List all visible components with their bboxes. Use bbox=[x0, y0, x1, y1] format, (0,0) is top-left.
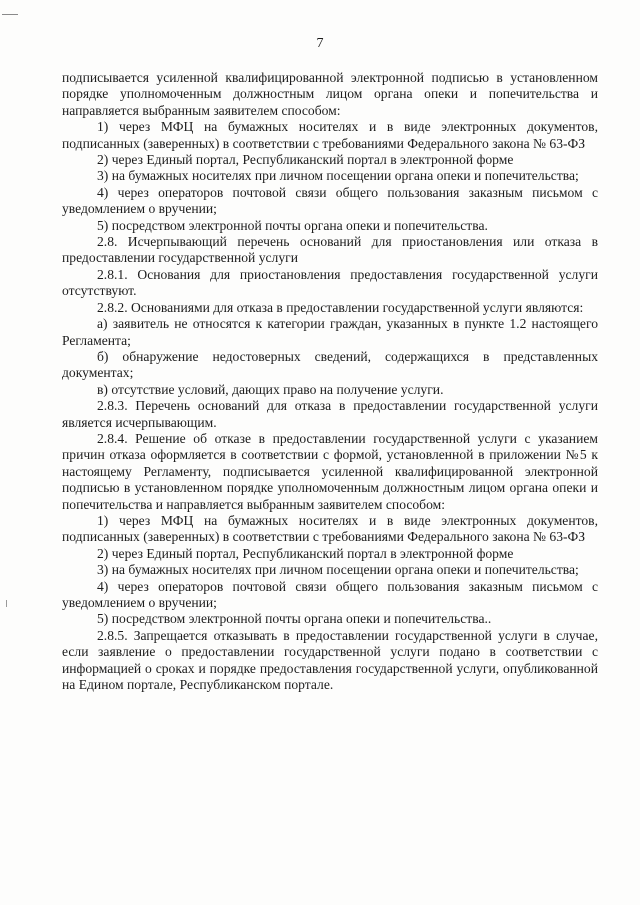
paragraph: 3) на бумажных носителях при личном посещении органа опеки и попечительства; bbox=[97, 562, 579, 578]
paragraph: 5) посредством электронной почты органа опеки и попечительства. bbox=[97, 217, 488, 233]
paragraph: б) обнаружение недостоверных сведений, содержащихся в представленных документах; bbox=[62, 348, 598, 381]
paragraph: 4) через операторов почтовой связи общего пользования заказным письмом с уведомлением о вручении; bbox=[62, 184, 598, 217]
paragraph: 4) через операторов почтовой связи общего пользования заказным письмом с уведомлением о вручении; bbox=[62, 578, 598, 610]
paragraph: 2.8.2. Основаниями для отказа в предоставлении государственной услуги являются: bbox=[97, 299, 584, 315]
document-body bbox=[62, 70, 598, 693]
paragraph: 3) на бумажных носителях при личном посещении органа опеки и попечительства; bbox=[97, 168, 579, 184]
scan-mark bbox=[2, 14, 18, 15]
paragraph: 2) через Единый портал, Республиканский портал в электронной форме bbox=[97, 152, 514, 168]
paragraph: 2.8.5. Запрещается отказывать в предоставлении государственной услуги в случае, если заявление о предоставлении государственной услуги подано в соответствии с информацией о сроках и порядке предоставления государственной услуги, опубликованной на Едином портале, Республиканском портале. bbox=[62, 627, 598, 693]
page-number: 7 bbox=[316, 36, 324, 51]
paragraph: 5) посредством электронной почты органа опеки и попечительства.. bbox=[97, 611, 492, 627]
paragraph: 2) через Единый портал, Республиканский портал в электронной форме bbox=[97, 545, 514, 561]
paragraph: 1) через МФЦ на бумажных носителях и в виде электронных документов, подписанных (заверенных) в соответствии с требованиями Федерального закона № 63-ФЗ bbox=[62, 119, 598, 151]
paragraph: 2.8.3. Перечень оснований для отказа в предоставлении государственной услуги является исчерпывающим. bbox=[62, 398, 598, 430]
paragraph: 2.8. Исчерпывающий перечень оснований для приостановления или отказа в предоставлении государственной услуги bbox=[62, 234, 598, 266]
paragraph: 1) через МФЦ на бумажных носителях и в виде электронных документов, подписанных (заверенных) в соответствии с требованиями Федерального закона № 63-ФЗ bbox=[62, 512, 598, 545]
paragraph: 2.8.4. Решение об отказе в предоставлении государственной услуги с указанием причин отказа оформляется в соответствии с формой, установленной в приложении №5 к настоящему Регламенту, подписывается усиленной квалифицированной электронной подписью в установленном порядке уполномоченным должностным лицом органа опеки и попечительства и направляется выбранным заявителем способом: bbox=[62, 430, 598, 512]
paragraph: в) отсутствие условий, дающих право на получение услуги. bbox=[97, 381, 444, 397]
paragraph: а) заявитель не относятся к категории граждан, указанных в пункте 1.2 настоящего Регламента; bbox=[62, 316, 598, 348]
paragraph: подписывается усиленной квалифицированной электронной подписью в установленном порядке уполномоченным должностным лицом органа опеки и попечительства и направляется выбранным заявителем способом: bbox=[62, 70, 598, 118]
scan-mark bbox=[6, 600, 7, 607]
paragraph: 2.8.1. Основания для приостановления предоставления государственной услуги отсутствуют. bbox=[62, 266, 598, 299]
